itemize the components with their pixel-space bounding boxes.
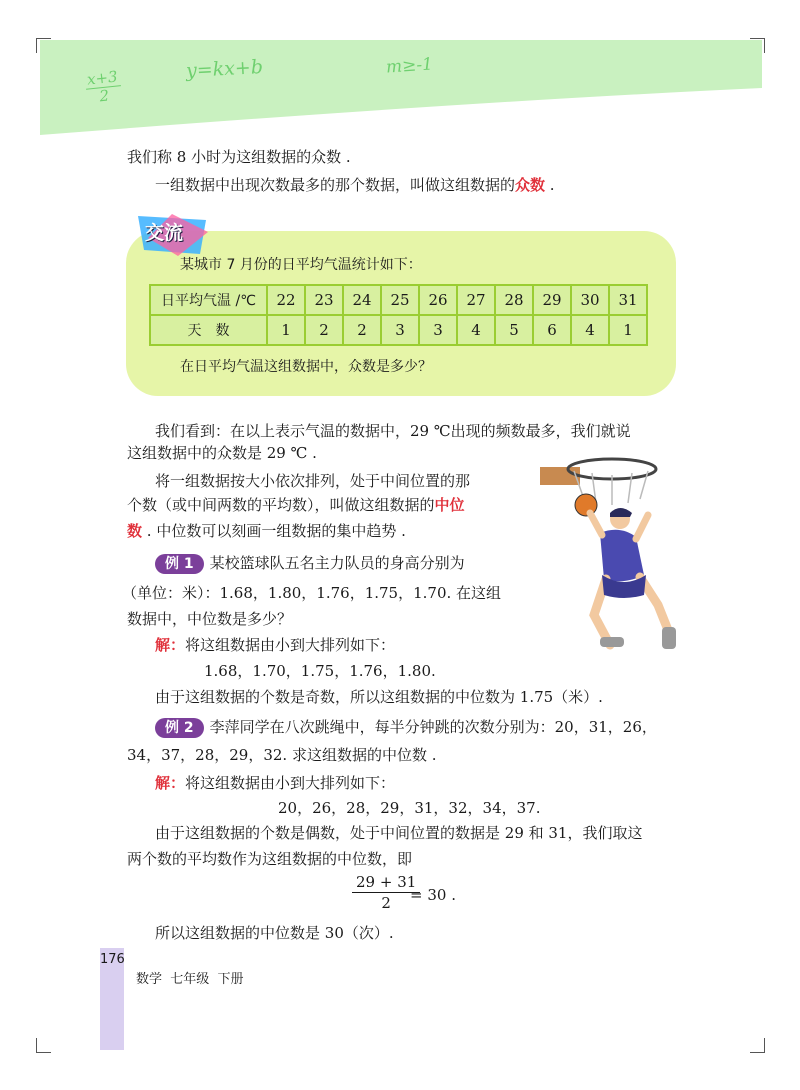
solution-label: 解： bbox=[155, 774, 186, 792]
body-p1-line-1: 我们看到：在以上表示气温的数据中，29 ℃出现的频数最多，我们就说 bbox=[155, 422, 631, 440]
example-1-line-2: （单位：米）：1.68，1.80，1.76，1.75，1.70. 在这组 bbox=[122, 584, 502, 602]
body-p2-line-2-text: 个数（或中间两数的平均数），叫做这组数据的 bbox=[127, 496, 435, 514]
header-formula-fraction bbox=[84, 68, 122, 106]
solution-text: 将这组数据由小到大排列如下： bbox=[185, 774, 396, 792]
intro-line-2-end: . bbox=[545, 176, 555, 194]
header-formula-inequality: m≥-1 bbox=[385, 54, 434, 78]
body-p2-line-1: 将一组数据按大小依次排列，处于中间位置的那 bbox=[155, 472, 471, 490]
intro-line-2 bbox=[155, 174, 555, 196]
table-cell: 30 bbox=[571, 285, 609, 315]
table-cell: 26 bbox=[419, 285, 457, 315]
table-cell: 1 bbox=[267, 315, 305, 345]
example-1-line-3: 数据中，中位数是多少？ bbox=[127, 610, 293, 628]
table-cell: 24 bbox=[343, 285, 381, 315]
example-1-line-1 bbox=[155, 552, 465, 574]
example-1-conclusion: 由于这组数据的个数是奇数，所以这组数据的中位数为 1.75（米）. bbox=[155, 688, 603, 706]
crop-mark-bottom-left bbox=[36, 1038, 51, 1053]
example-1-badge: 例 1 bbox=[155, 554, 204, 574]
exchange-intro: 某城市 7 月份的日平均气温统计如下： bbox=[180, 257, 422, 273]
table-cell: 5 bbox=[495, 315, 533, 345]
example-2-final: 所以这组数据的中位数是 30（次）. bbox=[155, 924, 394, 942]
body-p2-line-3-text: . 中位数可以刻画一组数据的集中趋势 . bbox=[142, 522, 406, 540]
table-cell: 22 bbox=[267, 285, 305, 315]
table-cell: 1 bbox=[609, 315, 647, 345]
table-cell: 2 bbox=[343, 315, 381, 345]
fraction-result: = 30 . bbox=[410, 886, 456, 904]
table-cell: 4 bbox=[571, 315, 609, 345]
body-p1-line-2: 这组数据中的众数是 29 ℃ . bbox=[127, 444, 317, 462]
table-row-temperature bbox=[150, 285, 647, 315]
solution-label: 解： bbox=[155, 636, 186, 654]
example-2-line-1 bbox=[155, 716, 657, 738]
fraction-numerator: 29 + 31 bbox=[352, 872, 420, 893]
table-cell: 23 bbox=[305, 285, 343, 315]
term-median-b: 数 bbox=[127, 522, 143, 540]
example-2-text: 李萍同学在八次跳绳中，每半分钟跳的次数分别为：20，31，26， bbox=[209, 718, 657, 736]
table-cell: 3 bbox=[381, 315, 419, 345]
example-1-text: 某校篮球队五名主力队员的身高分别为 bbox=[209, 554, 465, 572]
header-band bbox=[40, 40, 762, 135]
fraction-denominator: 2 bbox=[381, 894, 391, 912]
example-1-solution bbox=[155, 634, 395, 656]
example-2-solution bbox=[155, 772, 395, 794]
table-header-days: 天 数 bbox=[150, 315, 267, 345]
exchange-label: 交流 bbox=[145, 222, 184, 244]
term-mode: 众数 bbox=[515, 176, 546, 194]
example-2-paragraph-line-2: 两个数的平均数作为这组数据的中位数，即 bbox=[127, 850, 413, 868]
example-2-sorted-data: 20，26，28，29，31，32，34，37. bbox=[278, 799, 541, 817]
table-cell: 29 bbox=[533, 285, 571, 315]
table-cell: 31 bbox=[609, 285, 647, 315]
book-title: 数学 七年级 下册 bbox=[136, 972, 244, 987]
intro-line-2-text: 一组数据中出现次数最多的那个数据，叫做这组数据的 bbox=[155, 176, 516, 194]
table-cell: 6 bbox=[533, 315, 571, 345]
table-row-days bbox=[150, 315, 647, 345]
example-2-badge: 例 2 bbox=[155, 718, 204, 738]
table-cell: 2 bbox=[305, 315, 343, 345]
page-number: 176 bbox=[100, 952, 125, 967]
table-cell: 4 bbox=[457, 315, 495, 345]
term-median-a: 中位 bbox=[434, 496, 465, 514]
crop-mark-bottom-right bbox=[750, 1038, 765, 1053]
table-cell: 3 bbox=[419, 315, 457, 345]
header-formula-numerator: x+3 bbox=[84, 68, 120, 90]
basketball-player-illustration bbox=[540, 455, 680, 655]
body-p2-line-3 bbox=[127, 520, 406, 542]
temperature-table bbox=[149, 284, 648, 346]
example-2-paragraph-line-1: 由于这组数据的个数是偶数，处于中间位置的数据是 29 和 31，我们取这 bbox=[155, 824, 643, 842]
table-cell: 28 bbox=[495, 285, 533, 315]
example-1-sorted-data: 1.68，1.70，1.75，1.76，1.80. bbox=[204, 662, 436, 680]
header-formula-denominator: 2 bbox=[98, 86, 110, 106]
header-formula-linear: y=kx+b bbox=[185, 56, 264, 82]
body-p2-line-2 bbox=[127, 494, 465, 516]
solution-text: 将这组数据由小到大排列如下： bbox=[185, 636, 396, 654]
intro-line-1: 我们称 8 小时为这组数据的众数 . bbox=[127, 148, 351, 166]
table-cell: 25 bbox=[381, 285, 419, 315]
table-cell: 27 bbox=[457, 285, 495, 315]
table-header-temperature: 日平均气温 /℃ bbox=[150, 285, 267, 315]
example-2-line-2: 34，37，28，29，32. 求这组数据的中位数 . bbox=[127, 746, 437, 764]
exchange-question: 在日平均气温这组数据中，众数是多少？ bbox=[180, 359, 432, 375]
